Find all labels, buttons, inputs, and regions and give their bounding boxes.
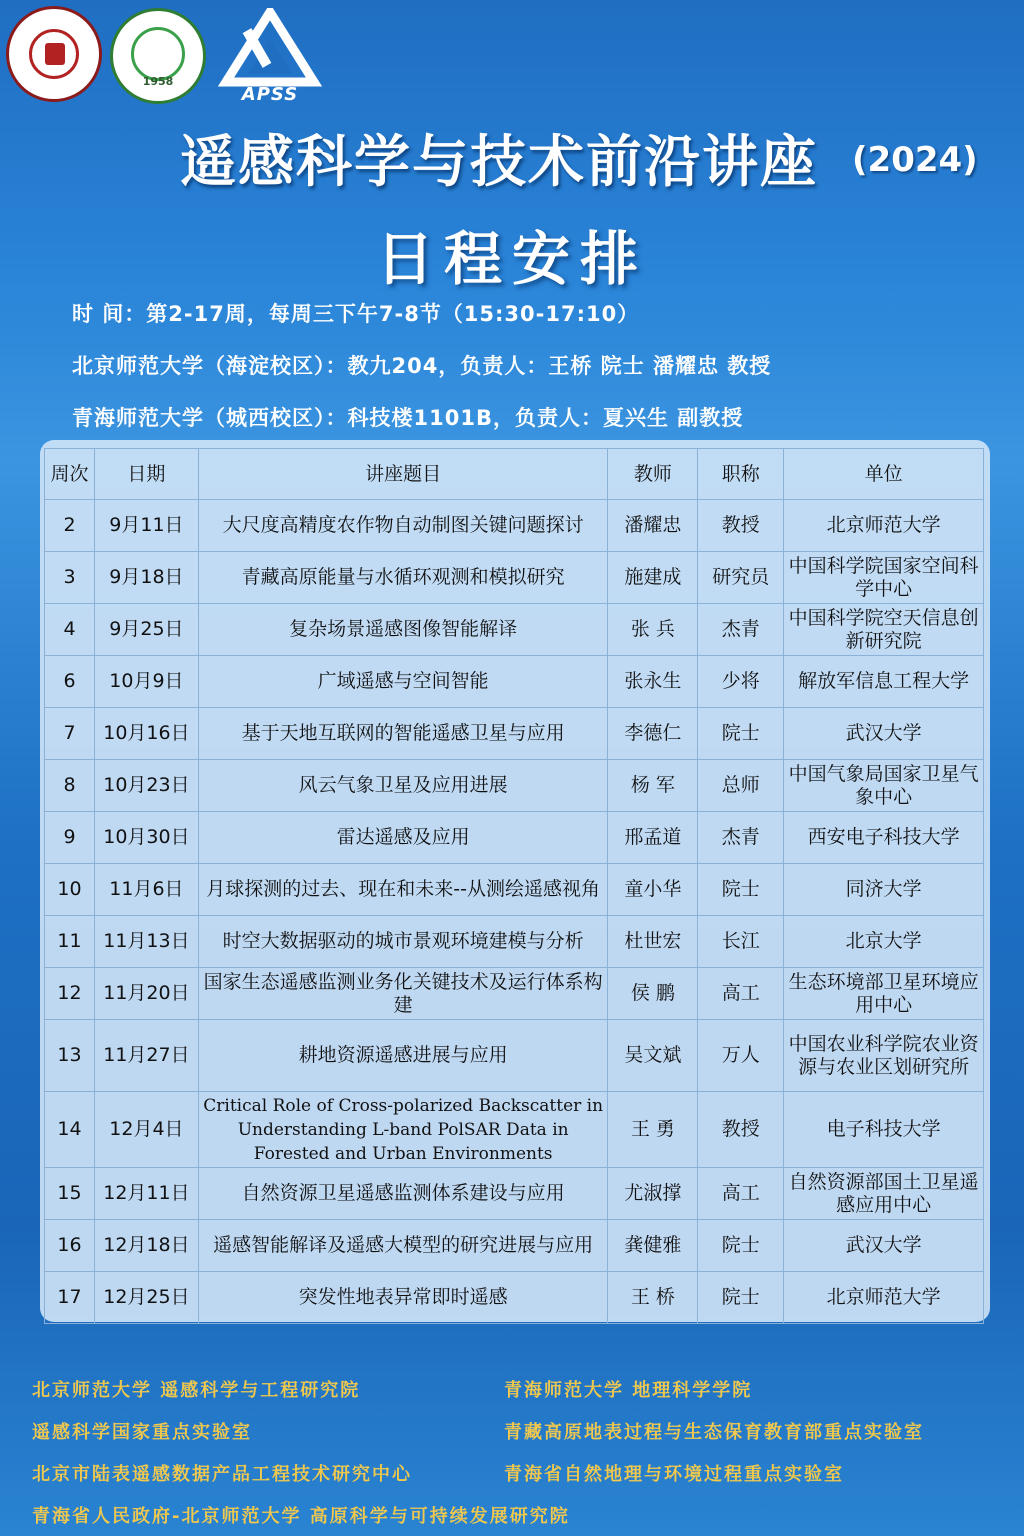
cell-rank: 总师 [698, 760, 784, 812]
cell-topic: 广域遥感与空间智能 [198, 656, 608, 708]
cell-rank: 长江 [698, 916, 784, 968]
cell-unit: 中国科学院国家空间科学中心 [784, 552, 984, 604]
cell-date: 9月25日 [94, 604, 198, 656]
cell-topic: 大尺度高精度农作物自动制图关键问题探讨 [198, 500, 608, 552]
cell-week: 2 [45, 500, 95, 552]
cell-topic: 月球探测的过去、现在和未来--从测绘遥感视角 [198, 864, 608, 916]
qhnu-geography-logo [110, 8, 206, 104]
cell-week: 3 [45, 552, 95, 604]
cell-unit: 同济大学 [784, 864, 984, 916]
cell-unit: 武汉大学 [784, 708, 984, 760]
cell-teacher: 潘耀忠 [608, 500, 698, 552]
cell-teacher: 杜世宏 [608, 916, 698, 968]
cell-teacher: 张永生 [608, 656, 698, 708]
table-row [45, 760, 984, 812]
cell-date: 11月13日 [94, 916, 198, 968]
table-row [45, 1272, 984, 1324]
cell-topic: 复杂场景遥感图像智能解译 [198, 604, 608, 656]
footer-org: 青海师范大学 地理科学学院 [504, 1380, 753, 1401]
cell-rank: 高工 [698, 968, 784, 1020]
apss-logo-text: APSS [241, 84, 299, 105]
cell-date: 10月30日 [94, 812, 198, 864]
cell-week: 4 [45, 604, 95, 656]
cell-date: 10月16日 [94, 708, 198, 760]
header-week: 周次 [45, 449, 95, 500]
table-row [45, 500, 984, 552]
cell-unit: 武汉大学 [784, 1220, 984, 1272]
cell-rank: 少将 [698, 656, 784, 708]
cell-week: 15 [45, 1168, 95, 1220]
cell-topic: 突发性地表异常即时遥感 [198, 1272, 608, 1324]
cell-week: 17 [45, 1272, 95, 1324]
cell-topic: 青藏高原能量与水循环观测和模拟研究 [198, 552, 608, 604]
cell-date: 12月4日 [94, 1092, 198, 1168]
footer-org: 青海省人民政府-北京师范大学 高原科学与可持续发展研究院 [32, 1506, 570, 1527]
header-unit: 单位 [784, 449, 984, 500]
cell-topic: 耕地资源遥感进展与应用 [198, 1020, 608, 1092]
cell-rank: 研究员 [698, 552, 784, 604]
table-row [45, 916, 984, 968]
table-row [45, 812, 984, 864]
cell-rank: 教授 [698, 1092, 784, 1168]
schedule-table-panel [40, 440, 990, 1322]
logo-year: 1958 [142, 75, 174, 88]
cell-unit: 中国科学院空天信息创新研究院 [784, 604, 984, 656]
cell-teacher: 侯 鹏 [608, 968, 698, 1020]
cell-unit: 生态环境部卫星环境应用中心 [784, 968, 984, 1020]
logo-emblem [45, 43, 65, 65]
cell-unit: 中国农业科学院农业资源与农业区划研究所 [784, 1020, 984, 1092]
cell-teacher: 张 兵 [608, 604, 698, 656]
cell-date: 9月11日 [94, 500, 198, 552]
time-info: 时 间：第2-17周，每周三下午7-8节（15:30-17:10） [72, 302, 640, 326]
cell-rank: 万人 [698, 1020, 784, 1092]
cell-topic: 时空大数据驱动的城市景观环境建模与分析 [198, 916, 608, 968]
cell-week: 14 [45, 1092, 95, 1168]
table-row [45, 552, 984, 604]
cell-week: 9 [45, 812, 95, 864]
cell-unit: 北京大学 [784, 916, 984, 968]
cell-rank: 杰青 [698, 604, 784, 656]
bnu-location-info: 北京师范大学（海淀校区）：教九204，负责人：王桥 院士 潘耀忠 教授 [72, 354, 772, 378]
cell-rank: 院士 [698, 1220, 784, 1272]
table-row [45, 1168, 984, 1220]
cell-topic: 雷达遥感及应用 [198, 812, 608, 864]
cell-rank: 院士 [698, 708, 784, 760]
cell-teacher: 龚健雅 [608, 1220, 698, 1272]
table-header-row [45, 449, 984, 500]
cell-date: 12月25日 [94, 1272, 198, 1324]
cell-topic: 基于天地互联网的智能遥感卫星与应用 [198, 708, 608, 760]
header-rank: 职称 [698, 449, 784, 500]
footer-org: 北京师范大学 遥感科学与工程研究院 [32, 1380, 361, 1401]
cell-date: 12月18日 [94, 1220, 198, 1272]
footer-org: 青藏高原地表过程与生态保育教育部重点实验室 [504, 1422, 924, 1443]
header-topic: 讲座题目 [198, 449, 608, 500]
header-date: 日期 [94, 449, 198, 500]
cell-week: 16 [45, 1220, 95, 1272]
cell-unit: 北京师范大学 [784, 1272, 984, 1324]
cell-date: 11月20日 [94, 968, 198, 1020]
schedule-table [44, 448, 984, 1324]
cell-week: 11 [45, 916, 95, 968]
table-row [45, 656, 984, 708]
logo-ring [131, 27, 185, 81]
cell-rank: 院士 [698, 864, 784, 916]
cell-topic: 风云气象卫星及应用进展 [198, 760, 608, 812]
cell-week: 6 [45, 656, 95, 708]
cell-date: 10月23日 [94, 760, 198, 812]
cell-date: 9月18日 [94, 552, 198, 604]
cell-topic: Critical Role of Cross-polarized Backscatter in Understanding L-band PolSAR Data in Forested and Urban Environments [198, 1092, 608, 1168]
footer-org: 青海省自然地理与环境过程重点实验室 [504, 1464, 844, 1485]
cell-topic: 遥感智能解译及遥感大模型的研究进展与应用 [198, 1220, 608, 1272]
cell-teacher: 施建成 [608, 552, 698, 604]
cell-teacher: 王 勇 [608, 1092, 698, 1168]
cell-week: 12 [45, 968, 95, 1020]
cell-rank: 院士 [698, 1272, 784, 1324]
table-row [45, 864, 984, 916]
cell-teacher: 杨 军 [608, 760, 698, 812]
footer-org: 北京市陆表遥感数据产品工程技术研究中心 [32, 1464, 412, 1485]
cell-teacher: 童小华 [608, 864, 698, 916]
table-row [45, 1092, 984, 1168]
cell-date: 10月9日 [94, 656, 198, 708]
logo-row [0, 0, 1024, 110]
header-teacher: 教师 [608, 449, 698, 500]
footer-org: 遥感科学国家重点实验室 [32, 1422, 252, 1443]
cell-rank: 教授 [698, 500, 784, 552]
qhnu-location-info: 青海师范大学（城西校区）：科技楼1101B，负责人：夏兴生 副教授 [72, 406, 744, 430]
cell-unit: 自然资源部国土卫星遥感应用中心 [784, 1168, 984, 1220]
cell-date: 11月27日 [94, 1020, 198, 1092]
year-tag: (2024) [852, 140, 978, 180]
table-row [45, 1220, 984, 1272]
cell-date: 11月6日 [94, 864, 198, 916]
table-row [45, 968, 984, 1020]
cell-rank: 杰青 [698, 812, 784, 864]
cell-unit: 解放军信息工程大学 [784, 656, 984, 708]
cell-unit: 西安电子科技大学 [784, 812, 984, 864]
cell-week: 13 [45, 1020, 95, 1092]
cell-week: 10 [45, 864, 95, 916]
cell-unit: 电子科技大学 [784, 1092, 984, 1168]
cell-teacher: 吴文斌 [608, 1020, 698, 1092]
cell-unit: 北京师范大学 [784, 500, 984, 552]
cell-rank: 高工 [698, 1168, 784, 1220]
cell-week: 8 [45, 760, 95, 812]
cell-teacher: 王 桥 [608, 1272, 698, 1324]
cell-teacher: 李德仁 [608, 708, 698, 760]
cell-date: 12月11日 [94, 1168, 198, 1220]
cell-teacher: 尤淑撑 [608, 1168, 698, 1220]
page-title: 遥感科学与技术前沿讲座 [180, 130, 818, 195]
table-row [45, 1020, 984, 1092]
bnu-geography-logo [6, 6, 102, 102]
cell-unit: 中国气象局国家卫星气象中心 [784, 760, 984, 812]
cell-topic: 自然资源卫星遥感监测体系建设与应用 [198, 1168, 608, 1220]
table-row [45, 604, 984, 656]
table-row [45, 708, 984, 760]
cell-topic: 国家生态遥感监测业务化关键技术及运行体系构建 [198, 968, 608, 1020]
schedule-heading: 日程安排 [375, 225, 648, 293]
cell-teacher: 邢孟道 [608, 812, 698, 864]
cell-week: 7 [45, 708, 95, 760]
